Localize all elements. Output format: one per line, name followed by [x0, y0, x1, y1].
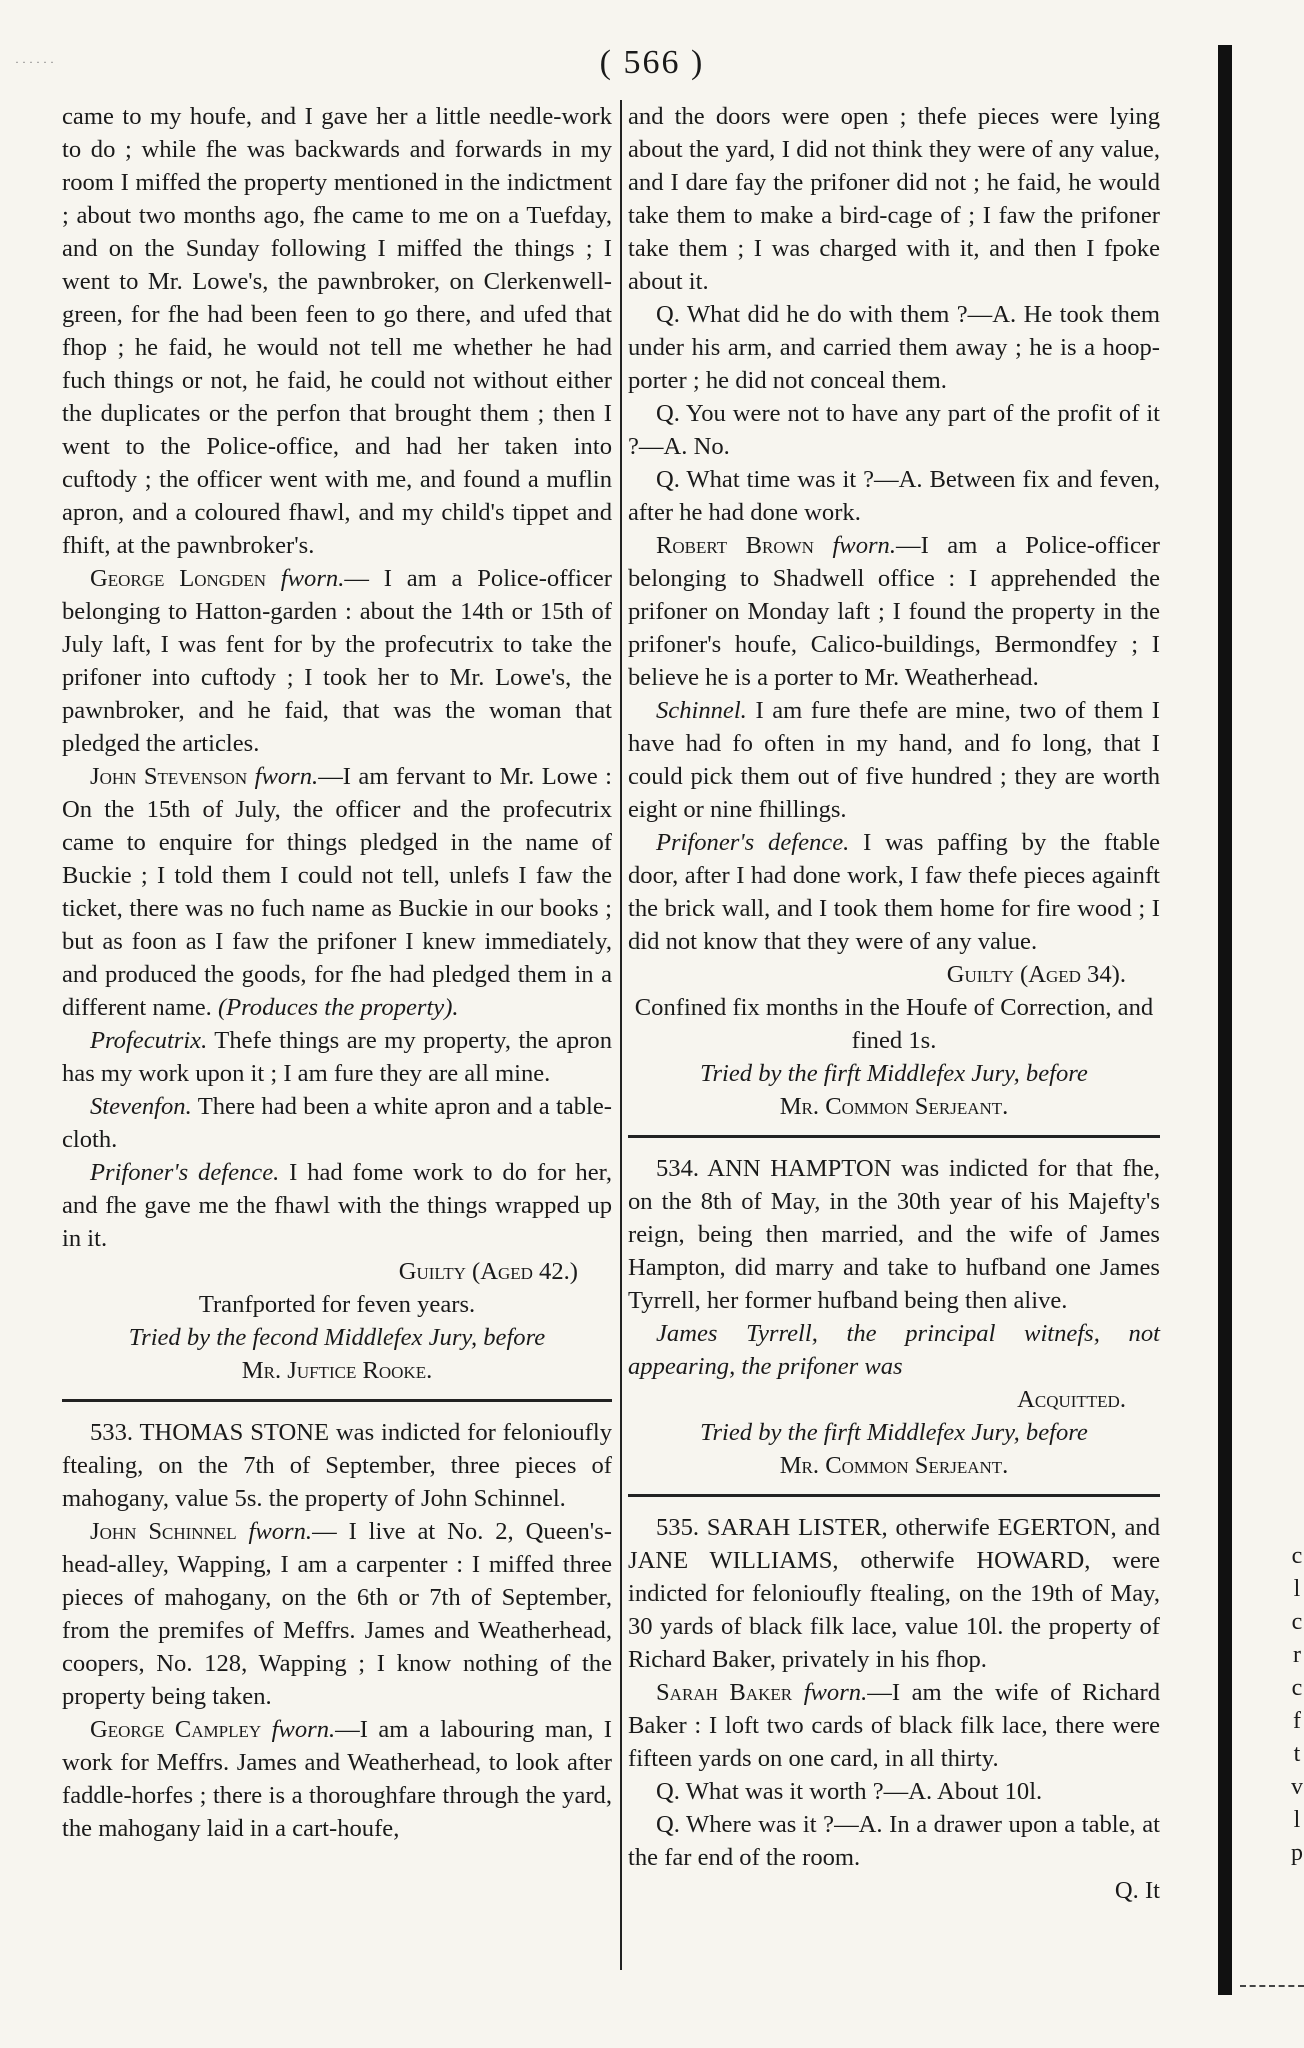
fragment-letter: c	[1291, 1675, 1303, 1701]
fragment-letter: p	[1291, 1840, 1303, 1866]
catchword: Q. It	[1114, 1877, 1160, 1904]
witness-text: — I am a Police-officer belonging to Hatton-garden : about the 14th or 15th of July laft, I was fent for by the profecutrix to take the prifoner into cuftody ; I took her to Mr. Lowe's, the pawnbroker, and he faid, that was the woman that pledged the articles.	[62, 565, 612, 757]
witness-name: George Longden	[90, 565, 266, 592]
sworn-label: fworn.	[254, 763, 319, 790]
paragraph: came to my houfe, and I gave her a little needle-work to do ; while fhe was backwards and forwards in my room I miffed the property mentioned in the indictment ; about two months ago, fhe came to me on a Tuefday, and on the Sunday following I miffed the things ; I went to Mr. Lowe's, the pawnbroker, on Clerkenwell-green, for fhe had been feen to go there, and ufed that fhop ; he faid, he would not tell me whether he had fuch things or not, he faid, he could not without either the duplicates or the perfon that brought them ; then I went to the Police-office, and had her taken into cuftody ; the officer went with me, and found a muflin apron, and a coloured fhawl, and my child's tippet and fhift, at the pawnbroker's.	[62, 103, 612, 559]
speaker-paragraph	[628, 826, 1160, 958]
verdict: Guilty (Aged 42.)	[398, 1258, 578, 1285]
speaker-paragraph	[62, 1024, 612, 1090]
sworn-label: fworn.	[832, 532, 897, 559]
judge: Mr. Juftice Rooke.	[241, 1357, 433, 1384]
speaker-paragraph	[62, 1090, 612, 1156]
fragment-letter: v	[1291, 1774, 1303, 1800]
fragment-letter: r	[1293, 1642, 1301, 1668]
witness-paragraph	[628, 529, 1160, 694]
judge: Mr. Common Serjeant.	[779, 1093, 1009, 1120]
witness-name: Sarah Baker	[656, 1679, 793, 1706]
qa-paragraph: Q. Where was it ?—A. In a drawer upon a table, at the far end of the room.	[628, 1811, 1160, 1871]
witness-text: —I am the wife of Richard Baker : I loft two cards of black filk lace, there were fifteen yards on one card, in all thirty.	[628, 1679, 1161, 1772]
sworn-label: fworn.	[803, 1679, 868, 1706]
stage-note: (Produces the property).	[217, 994, 459, 1021]
qa-paragraph: Q. What time was it ?—A. Between fix and feven, after he had done work.	[628, 466, 1160, 526]
fragment-letter: l	[1293, 1576, 1301, 1602]
speaker-label: Profecutrix.	[90, 1027, 208, 1054]
witness-name: John Schinnel	[90, 1518, 237, 1545]
sworn-label: fworn.	[271, 1716, 336, 1743]
section-rule	[628, 1135, 1160, 1138]
fragment-letter: c	[1291, 1609, 1303, 1635]
fragment-letter: f	[1293, 1708, 1301, 1734]
case-heading: 534. ANN HAMPTON was indicted for that fhe, on the 8th of May, in the 30th year of his Majefty's reign, being then married, and the wife of James Hampton, did marry and take to hufband one James Tyrrell, her former hufband being then alive.	[628, 1155, 1160, 1314]
sentence: Tranfported for feven years.	[198, 1291, 476, 1318]
section-rule	[628, 1494, 1160, 1497]
qa-paragraph: Q. What was it worth ?—A. About 10l.	[656, 1778, 1043, 1805]
case-heading: 535. SARAH LISTER, otherwife EGERTON, and JANE WILLIAMS, otherwife HOWARD, were indicted for felonioufly ftealing, on the 19th of May, 30 yards of black filk lace, value 10l. the property of Richard Baker, privately in his fhop.	[628, 1514, 1160, 1673]
witness-name: George Campley	[90, 1716, 262, 1743]
witness-paragraph	[628, 1676, 1160, 1775]
tried-by: Tried by the firft Middlefex Jury, before	[700, 1060, 1088, 1087]
witness-paragraph	[62, 562, 612, 760]
case-heading: 533. THOMAS STONE was indicted for felonioufly ftealing, on the 7th of September, three pieces of mahogany, value 5s. the property of John Schinnel.	[62, 1419, 612, 1512]
speaker-label: Schinnel.	[656, 697, 747, 724]
next-page-fragments	[1290, 1540, 1304, 1870]
witness-text: —I am fervant to Mr. Lowe : On the 15th of July, the officer and the profecutrix came to enquire for things pledged in the name of Buckie ; I told them I could not tell, unlefs I faw the ticket, there was no fuch name as Buckie in our books ; but as foon as I faw the prifoner I knew immediately, and produced the goods, for fhe had pledged them in a different name.	[62, 763, 612, 1021]
speaker-paragraph	[628, 694, 1160, 826]
tried-by: Tried by the fecond Middlefex Jury, before	[128, 1324, 546, 1351]
section-rule	[62, 1399, 612, 1402]
speaker-text: Thefe things are my property, the apron has my work upon it ; I am fure they are all mine.	[62, 1027, 612, 1087]
column-divider	[620, 100, 622, 1970]
witness-paragraph	[62, 1515, 612, 1713]
qa-paragraph: Q. What did he do with them ?—A. He took them under his arm, and carried them away ; he is a hoop-porter ; he did not conceal them.	[628, 301, 1160, 394]
fragment-letter: l	[1293, 1807, 1301, 1833]
verdict: Guilty (Aged 34).	[946, 961, 1126, 988]
speaker-text: There had been a white apron and a table-cloth.	[62, 1093, 612, 1153]
paragraph: and the doors were open ; thefe pieces were lying about the yard, I did not think they were of any value, and I dare fay the prifoner did not ; he faid, he would take them to make a bird-cage of ; I faw the prifoner take them ; I was charged with it, and then I fpoke about it.	[628, 103, 1160, 295]
witness-text: — I live at No. 2, Queen's-head-alley, Wapping, I am a carpenter : I miffed three pieces of mahogany, on the 6th or 7th of September, from the premifes of Meffrs. James and Weatherhead, coopers, No. 128, Wapping ; I know nothing of the property being taken.	[62, 1518, 612, 1710]
sworn-label: fworn.	[248, 1518, 313, 1545]
judge: Mr. Common Serjeant.	[779, 1452, 1009, 1479]
speaker-label: Prifoner's defence.	[656, 829, 850, 856]
fragment-letter: c	[1291, 1543, 1303, 1569]
verdict: Acquitted.	[1017, 1386, 1126, 1413]
speaker-text: I am fure thefe are mine, two of them I have had fo often in my hand, and fo long, that I could pick them out of five hundred ; they are worth eight or nine fhillings.	[628, 697, 1160, 823]
speaker-text: I had fome work to do for her, and fhe gave me the fhawl with the things wrapped up in it.	[62, 1159, 612, 1252]
page-number: ( 566 )	[599, 44, 705, 81]
witness-name: Robert Brown	[656, 532, 814, 559]
fragment-letter: t	[1293, 1741, 1301, 1767]
left-column	[62, 100, 612, 1845]
witness-paragraph	[62, 1713, 612, 1845]
scan-noise: · · · · · ·	[15, 55, 54, 69]
speaker-paragraph	[62, 1156, 612, 1255]
witness-text: —I am a Police-officer belonging to Shadwell office : I apprehended the prifoner on Monday laft ; I found the property in the prifoner's houfe, Calico-buildings, Bermondfey ; I believe he is a porter to Mr. Weatherhead.	[628, 532, 1160, 691]
qa-paragraph: Q. You were not to have any part of the profit of it ?—A. No.	[628, 400, 1160, 460]
sworn-label: fworn.	[280, 565, 345, 592]
tried-by: Tried by the firft Middlefex Jury, before	[700, 1419, 1088, 1446]
witness-name: John Stevenson	[90, 763, 248, 790]
speaker-label: Stevenfon.	[90, 1093, 192, 1120]
witness-text: —I am a labouring man, I work for Meffrs. James and Weatherhead, to look after faddle-horfes ; there is a thoroughfare through the yard, the mahogany laid in a cart-houfe,	[62, 1716, 612, 1842]
sentence: Confined fix months in the Houfe of Correction, and fined 1s.	[634, 994, 1154, 1054]
binding-shadow	[1218, 45, 1232, 1995]
witness-paragraph	[62, 760, 612, 1024]
right-column	[628, 100, 1160, 1907]
speaker-text: I was paffing by the ftable door, after I had done work, I faw thefe pieces againft the brick wall, and I took them home for fire wood ; I did not know that they were of any value.	[628, 829, 1160, 955]
italic-note: James Tyrrell, the principal witnefs, not appearing, the prifoner was	[628, 1320, 1160, 1380]
dotted-rule	[1240, 1985, 1304, 1987]
speaker-label: Prifoner's defence.	[90, 1159, 280, 1186]
